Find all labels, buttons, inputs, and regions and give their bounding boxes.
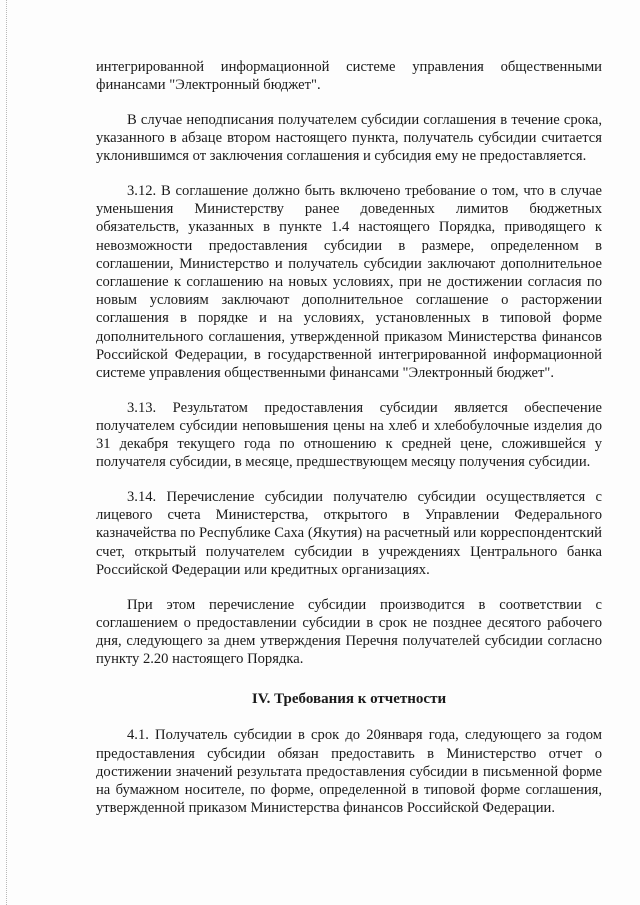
paragraph-unsigned-agreement: В случае неподписания получателем субсидии соглашения в течение срока, указанного в абзаце втором настоящего пункта, получатель субсидии считается уклонившимся от заключения соглашения и субсидия ему не предоставляется. xyxy=(96,111,602,165)
section-heading-iv: IV. Требования к отчетности xyxy=(251,691,447,708)
paragraph-3-12: 3.12. В соглашение должно быть включено требование о том, что в случае уменьшения Министерству ранее доведенных лимитов бюджетных обязательств, указанных в пункте 1.4 настоящего Порядка, приводящего к невозможности предоставления субсидии в размере, определенном в соглашении, Министерство и получатель субсидии заключают дополнительное соглашение к соглашению на новых условиях, при не достижении согласия по новым условиям заключают дополнительное соглашение о расторжении соглашения в порядке и на условиях, установленных в типовой форме дополнительного соглашения, утвержденной приказом Министерства финансов Российской Федерации, в государственной интегрированной информационной системе управления общественными финансами "Электронный бюджет". xyxy=(96,183,602,382)
scan-corner-mark xyxy=(608,867,620,893)
paragraph-3-14: 3.14. Перечисление субсидии получателю субсидии осуществляется с лицевого счета Министерства, открытого в Управлении Федерального казначейства по Республике Саха (Якутия) на расчетный или корреспондентский счет, открытый получателем субсидии в учреждениях Центрального банка Российской Федерации или кредитных организациях. xyxy=(96,489,602,578)
document-body xyxy=(96,58,602,834)
paragraph-continuation: интегрированной информационной системе управления общественными финансами "Электронный бюджет". xyxy=(96,59,602,94)
paragraph-4-1: 4.1. Получатель субсидии в срок до 20января года, следующего за годом предоставления субсидии обязан предоставить в Министерство отчет о достижении значений результата предоставления субсидии в письменной форме на бумажном носителе, по форме, определенной в типовой форме соглашения, утвержденной приказом Министерства финансов Российской Федерации. xyxy=(96,727,602,817)
paragraph-3-13: 3.13. Результатом предоставления субсидии является обеспечение получателем субсидии неповышения цены на хлеб и хлебобулочные изделия до 31 декабря текущего года по отношению к средней цене, сложившейся у получателя субсидии, в месяце, предшествующем месяцу получения субсидии. xyxy=(96,399,602,471)
scan-edge-line xyxy=(6,0,7,905)
paragraph-transfer-terms: При этом перечисление субсидии производится в соответствии с соглашением о предоставлении субсидии в срок не позднее десятого рабочего дня, следующего за днем утверждения Перечня получателей субсидии согласно пункту 2.20 настоящего Порядка. xyxy=(96,596,602,668)
